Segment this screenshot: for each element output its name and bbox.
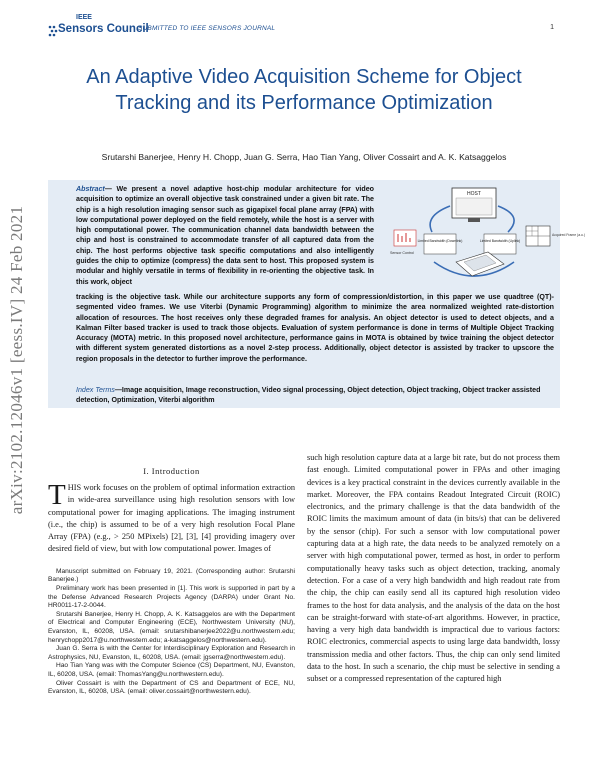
section-heading: I. Introduction: [143, 466, 200, 476]
footnote: Srutarshi Banerjee, Henry H. Chopp, A. K. Katsaggelos are with the Department of Electrical and Computer Engineering (ECE), Northwestern University (NU), Evanston, IL, 60208, USA. (email: srutarshibanerjee2022@u.northwestern.edu; henrychopp2017@u.northwestern.edu; a-katsaggelos@northwestern.edu).: [48, 610, 295, 644]
journal-name: SUBMITTED TO IEEE SENSORS JOURNAL: [138, 25, 276, 32]
intro-left-body: HIS work focuses on the problem of optimal information extraction in wide-area surveillance using high resolution sensors with low computational power for imaging applications. The imaging instrument (i.e., the chip) is assumed to be of a very high resolution Focal Plane Array (FPA) (e.g., > 250 MPixels) [2], [3], [4] providing imagery over desired field of view, but with low computational power. Images of: [48, 483, 295, 554]
downlink-box: [424, 234, 456, 254]
abstract-narrow: [76, 184, 374, 287]
page-number: 1: [550, 24, 554, 31]
footnote: Preliminary work has been presented in [1]. This work is supported in part by a the Defense Advanced Research Projects Agency (DARPA) under Grant No. HR0011-17-2-0044.: [48, 584, 295, 610]
uplink-arrow-icon: [498, 206, 514, 232]
dropcap: T: [48, 479, 66, 511]
arxiv-stamp: arXiv:2102.12046v1 [eess.IV] 24 Feb 2021: [7, 205, 26, 515]
abstract-wide-text: tracking is the objective task. While our architecture supports any form of compression/distortion, in this paper we use quadtree (QT)-segmented video frames. We use Viterbi (Dynamic Programming) algorithm to minimize the area normalized weighted rate-distortion allocation of resources. The host receives only these degraded frames for analysis. An object detector is used to detect objects, and a Kalman Filter based tracker is used to track those objects. Evaluation of system performance is done in terms of Multiple Object Tracking Accuracy (MOTA) metric. In this proposed novel architecture, performance gains in MOTA is obtained by twice training the object detector with different system generated distortions as a novel 2-step process. Additionally, object detector is assisted by tracker to upscore the region proposals in the detector to further improve the performance.: [76, 293, 554, 363]
downlink-label: Limited Bandwidth (Downlink): [417, 239, 463, 243]
paper-title: An Adaptive Video Acquisition Scheme for Object Tracking and its Performance Optimization: [86, 66, 522, 114]
footnote: Manuscript submitted on February 19, 2021. (Corresponding author: Srutarshi Banerjee.): [48, 567, 295, 584]
index-terms-text: —Image acquisition, Image reconstruction, Video signal processing, Object detection, Object tracking, Object tracker assisted detection, Optimization, Viterbi algorithm: [76, 386, 541, 405]
svg-text:Limited Bandwidth (Downlink): [418, 239, 463, 243]
footnote: Hao Tian Yang was with the Computer Science (CS) Department, NU, Evanston, IL, 60208, USA. (email: ThomasYang@u.northwestern.edu).: [48, 662, 295, 678]
abstract-box: [48, 180, 585, 408]
left-frame-icon: [394, 230, 416, 246]
footnotes: [48, 568, 295, 697]
uplink-label: Limited Bandwidth (Uplink): [479, 239, 521, 243]
page-header: [48, 14, 560, 46]
intro-right-text: such high resolution capture data at a large bit rate, but do not process them fast enough. Limited computational power in FPAs and other imaging devices is a key practical constraint in the devices currently available in the market. Moreover, the FPA contains Readout Integrated Circuit (ROIC) electronics, and the primary challenge is that the data bandwidth of the ROIC limits the maximum amount of data (in bits/s) that can be delivered by the sensor (chip). For such a sensor with low computational power capturing data at a high rate, the data needs to be analyzed remotely on a server with high computational power, termed as host, in order to perform computationally heavy tasks such as object detection, tracking, anomaly detection. For a case of a very high bandwidth and high readout rate from the chip, the chip can easily send all its captured high resolution video frames to the host for data analysis, and the analysis of the data on the host can be straight-forward with state-of-art algorithms. However, in practice, having a very high data bandwidth is impractical due to various factors: ROIC electronics, commercial aspects to using large data bandwidth, lossy transmission media and other factors. Thus, the chip can only send limited data to the host. In such a scenario, the chip must be selective in sending a subset or a compressed representation of the captured high: [307, 453, 560, 684]
left-small-label: Sensor Control: [390, 251, 414, 255]
footnote: Oliver Cossairt is with the Department of CS and Department of ECE, NU, Evanston, IL, 60208, USA. (email: oliver.cossairt@northwestern.edu).: [48, 679, 295, 696]
uplink-box: [484, 234, 516, 254]
intro-left-text: [48, 479, 295, 556]
footnote: Juan G. Serra is with the Center for Interdisciplinary Exploration and Research in Astrophysics, NU, Evanston, IL, 60208, USA. (email: jgserra@northwestern.edu).: [48, 645, 295, 661]
downlink-arrow-icon: [430, 206, 450, 232]
host-label: HOST: [467, 191, 481, 197]
system-diagram: [384, 186, 585, 290]
svg-text:Limited Bandwidth (Uplink): [480, 239, 520, 243]
index-terms-label: Index Terms: [76, 386, 115, 394]
abstract-narrow-text: — We present a novel adaptive host-chip modular architecture for video acquisition to optimize an overall objective task constrained under a given bit rate. The chip is a high resolution imaging sensor such as gigapixel focal plane array (FPA) with low computational power deployed on the field remotely, while the host is a server with high computational power. The communication channel data bandwidth between the chip and host is constrained to accommodate transfer of all captured data from the chip. The host performs objective task specific computations and also intelligently guides the chip to optimize (compress) the data sent to host. This proposed system is modular and highly versatile in terms of flexibility in re-orienting the objective task. In this work, object: [76, 185, 374, 286]
system-figure: [384, 186, 585, 290]
abstract-label: Abstract: [76, 185, 105, 193]
logo-name: Sensors Council: [58, 23, 149, 35]
paper-authors: Srutarshi Banerjee, Henry H. Chopp, Juan G. Serra, Hao Tian Yang, Oliver Cossairt and A. K. Katsaggelos: [101, 152, 507, 162]
right-column: [307, 452, 560, 686]
left-column: [48, 452, 295, 697]
logo-dots-icon: [48, 24, 58, 38]
logo-ieee: IEEE: [76, 14, 92, 21]
right-small-label: Acquired Frame (a.u.): [552, 233, 585, 237]
index-terms: [76, 385, 554, 406]
